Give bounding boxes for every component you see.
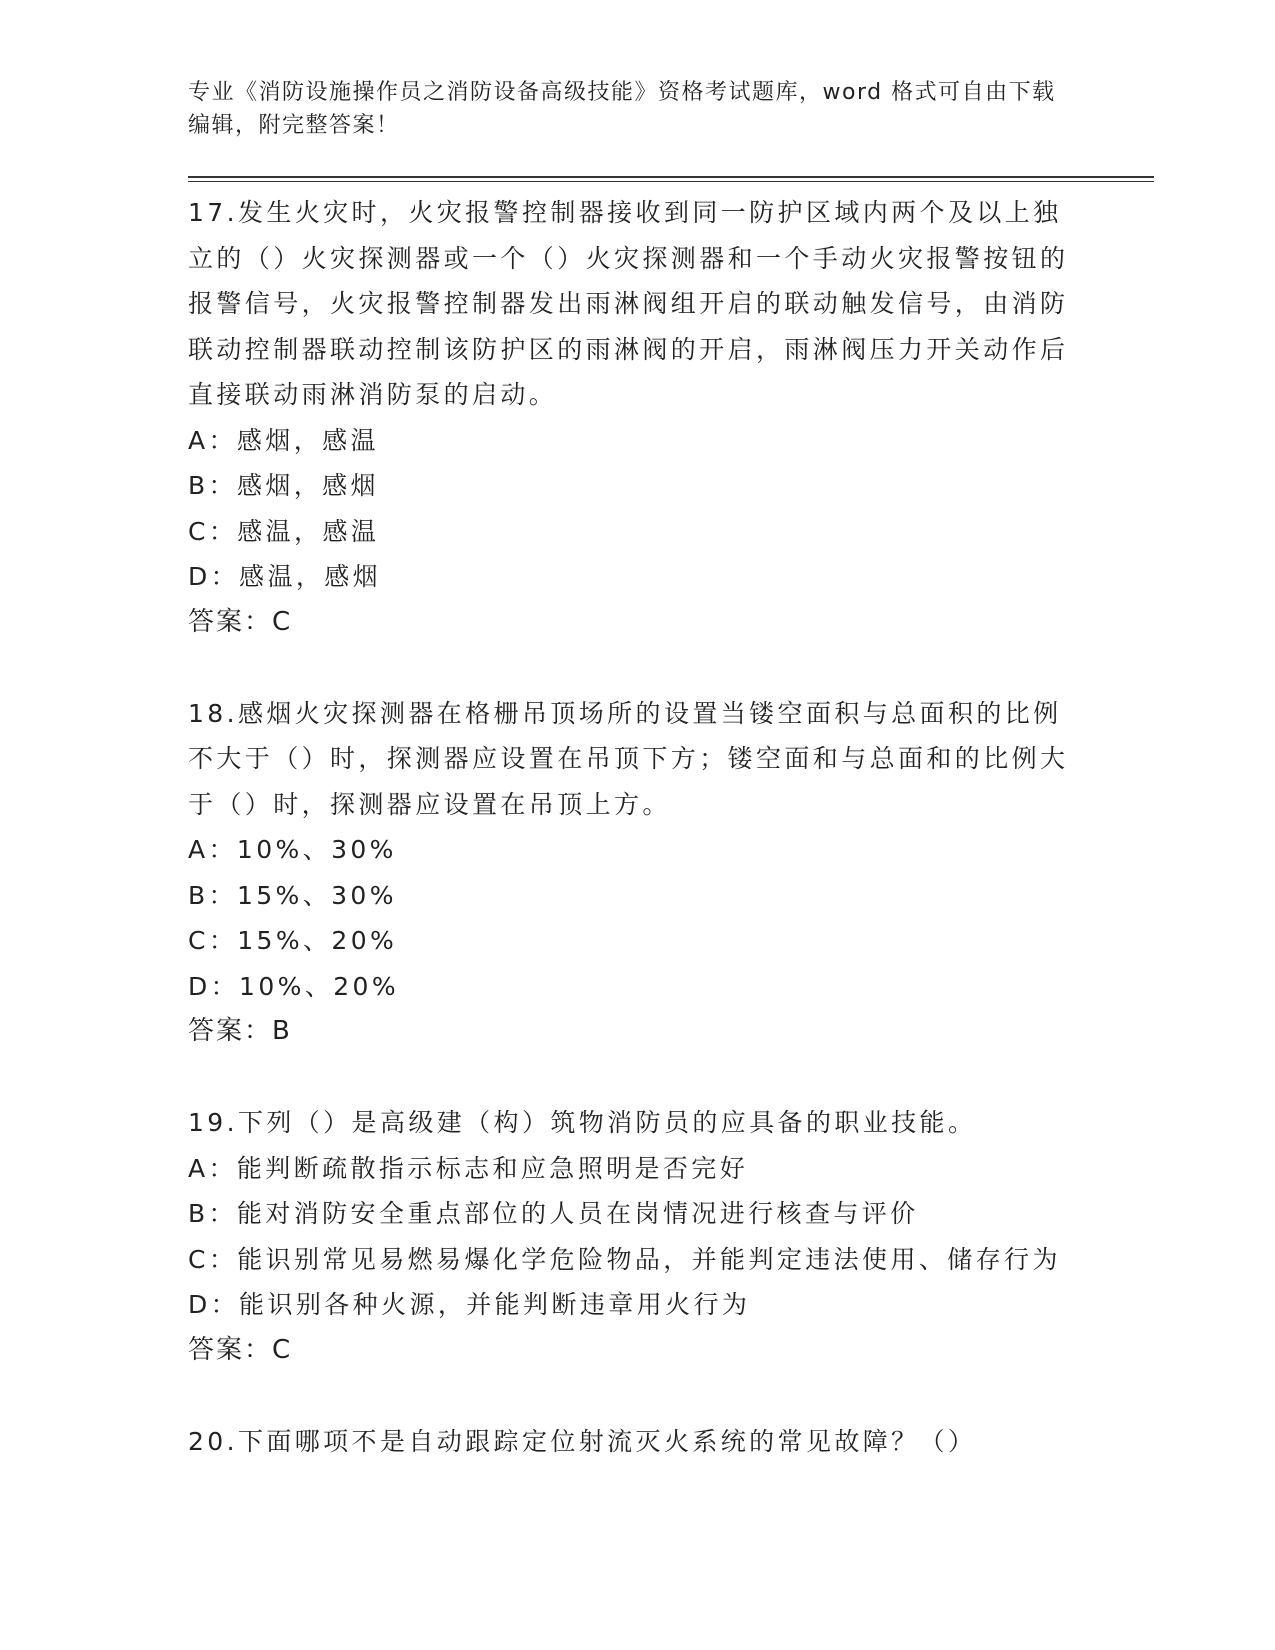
question-19 [188, 1100, 1088, 1373]
question-spacer [188, 645, 1088, 691]
option-d: D：能识别各种火源，并能判断违章用火行为 [188, 1290, 751, 1319]
question-stem: 18.感烟火灾探测器在格栅吊顶场所的设置当镂空面积与总面积的比例不大于（）时，探测器应设置在吊顶下方；镂空面和与总面和的比例大于（）时，探测器应设置在吊顶上方。 [188, 698, 1069, 819]
question-stem: 17.发生火灾时，火灾报警控制器接收到同一防护区域内两个及以上独立的（）火灾探测器或一个（）火灾探测器和一个手动火灾报警按钮的报警信号，火灾报警控制器发出雨淋阀组开启的联动触发信号，由消防联动控制器联动控制该防护区的雨淋阀的开启，雨淋阀压力开关动作后直接联动雨淋消防泵的启动。 [188, 198, 1069, 409]
question-list [188, 190, 1088, 1464]
question-stem: 19.下列（）是高级建（构）筑物消防员的应具备的职业技能。 [188, 1108, 977, 1137]
option-c: C：感温，感温 [188, 516, 380, 546]
header-divider-thin [188, 181, 1154, 182]
option-b: B：感烟，感烟 [188, 471, 379, 500]
question-20 [188, 1419, 1088, 1465]
option-c: C：15%、20% [188, 926, 398, 955]
option-d: D：感温，感烟 [188, 562, 382, 591]
answer: 答案：B [188, 1016, 292, 1046]
option-c: C：能识别常见易燃易爆化学危险物品，并能判定违法使用、储存行为 [188, 1244, 1061, 1274]
question-spacer [188, 1054, 1088, 1100]
option-b: B：能对消防安全重点部位的人员在岗情况进行核查与评价 [188, 1199, 919, 1228]
answer: 答案：C [188, 606, 293, 637]
document-header: 专业《消防设施操作员之消防设备高级技能》资格考试题库，word 格式可自由下载编辑，附完整答案！ [188, 80, 1056, 138]
question-18 [188, 691, 1088, 1055]
option-b: B：15%、30% [188, 880, 397, 910]
option-a: A：能判断疏散指示标志和应急照明是否完好 [188, 1153, 749, 1183]
answer: 答案：C [188, 1334, 293, 1365]
option-a: A：10%、30% [188, 835, 397, 864]
header-divider-thick [188, 176, 1154, 178]
question-stem: 20.下面哪项不是自动跟踪定位射流灭火系统的常见故障？（） [188, 1426, 977, 1456]
option-d: D：10%、20% [188, 971, 399, 1001]
question-17 [188, 190, 1088, 645]
option-a: A：感烟，感温 [188, 425, 379, 455]
question-spacer [188, 1373, 1088, 1419]
